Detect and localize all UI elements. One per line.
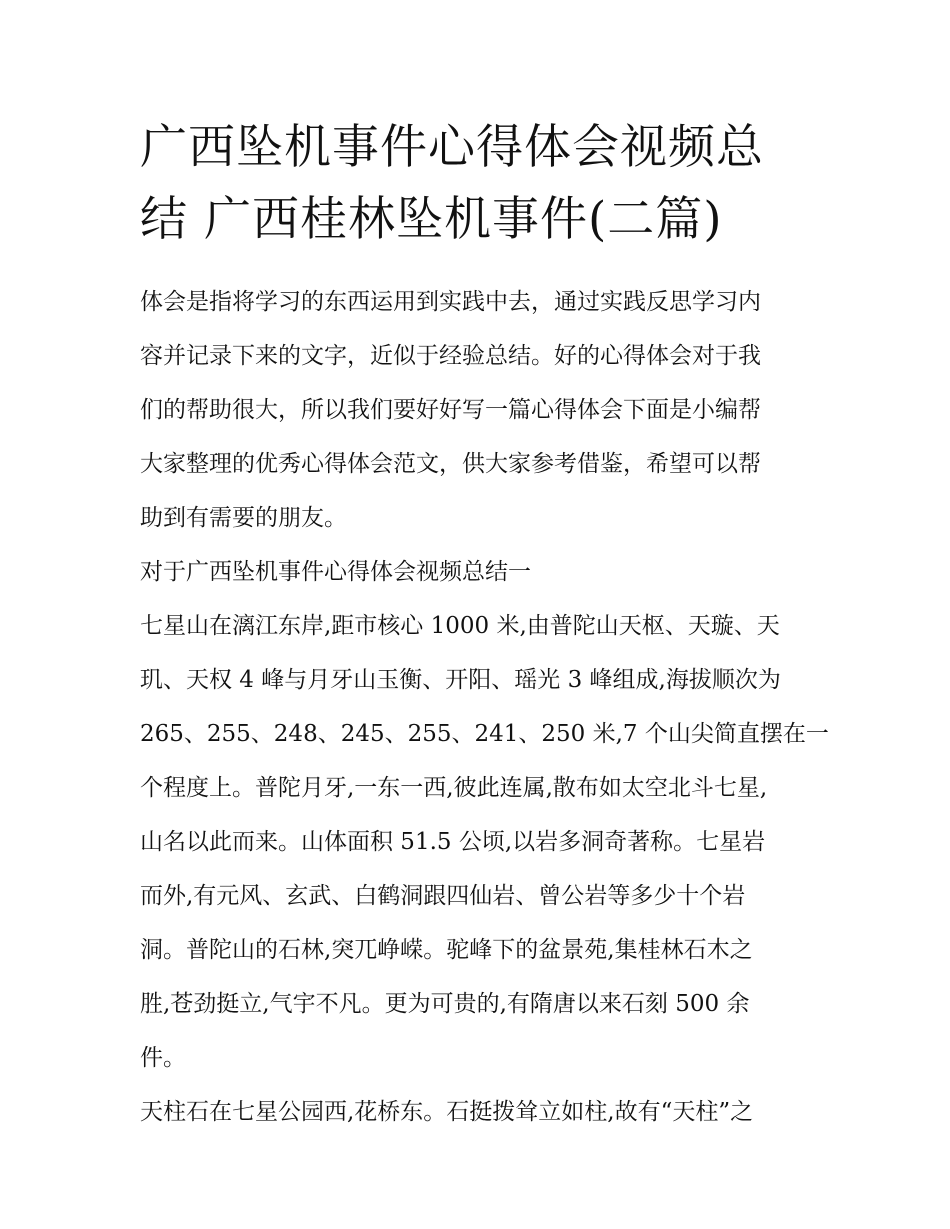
text-line: 265、255、248、245、255、241、250 米,7 个山尖简直摆在一 — [140, 721, 829, 747]
text-line: 天柱石在七星公园西,花桥东。石挺拨耸立如柱,故有“天柱”之 — [140, 1099, 754, 1125]
text-line: 玑、天权 4 峰与月牙山玉衡、开阳、瑶光 3 峰组成,海拔顺次为 — [140, 667, 781, 693]
text-line: 们的帮助很大，所以我们要好好写一篇心得体会下面是小编帮 — [140, 397, 761, 423]
document-page — [140, 112, 829, 1139]
section-heading — [140, 545, 812, 599]
text-line: 七星山在漓江东岸,距市核心 1000 米,由普陀山天枢、天璇、天 — [140, 613, 780, 639]
title-line: 广西坠机事件心得体会视频总 — [140, 120, 764, 175]
text-line: 件。 — [140, 1045, 186, 1071]
text-line: 胜,苍劲挺立,气宇不凡。更为可贵的,有隋唐以来石刻 500 余 — [140, 991, 750, 1017]
text-line: 体会是指将学习的东西运用到实践中去，通过实践反思学习内 — [140, 289, 761, 315]
text-line: 而外,有元风、玄武、白鹤洞跟四仙岩、曾公岩等多少十个岩 — [140, 883, 746, 909]
body-paragraph-tianzhu-stone — [140, 1085, 812, 1139]
text-line: 个程度上。普陀月牙,一东一西,彼此连属,散布如太空北斗七星, — [140, 775, 768, 801]
intro-paragraph — [140, 275, 812, 545]
text-line: 对于广西坠机事件心得体会视频总结一 — [140, 559, 531, 585]
document-title — [140, 112, 812, 256]
text-line: 容并记录下来的文字，近似于经验总结。好的心得体会对于我 — [140, 343, 761, 369]
title-line: 结 广西桂林坠机事件(二篇) — [140, 192, 723, 247]
text-line: 山名以此而来。山体面积 51.5 公顷,以岩多洞奇著称。七星岩 — [140, 829, 766, 855]
text-line: 洞。普陀山的石林,突兀峥嵘。驼峰下的盆景苑,集桂林石木之 — [140, 937, 753, 963]
text-line: 大家整理的优秀心得体会范文，供大家参考借鉴，希望可以帮 — [140, 451, 761, 477]
text-line: 助到有需要的朋友。 — [140, 505, 347, 531]
body-paragraph-qixing-mountain — [140, 599, 829, 1085]
